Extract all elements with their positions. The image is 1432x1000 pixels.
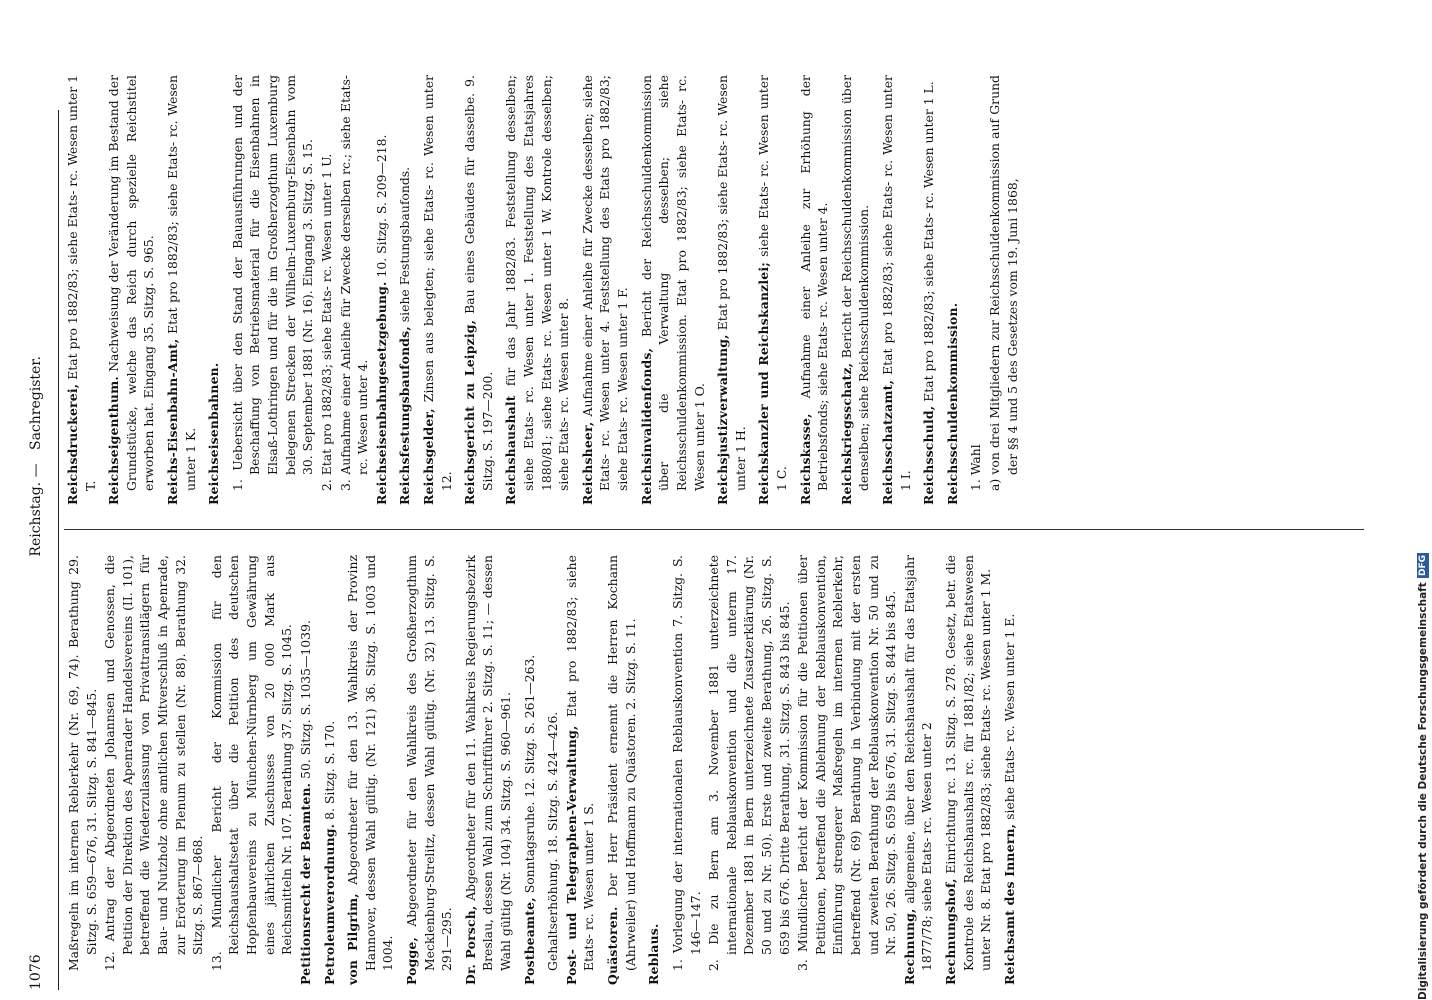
entry-heading: Reichsdruckerei, xyxy=(65,383,80,505)
index-entry xyxy=(794,555,900,985)
index-entry xyxy=(1001,555,1019,985)
index-entry xyxy=(297,555,315,985)
entry-text: siehe Etats- rc. Wesen unter 1 E. xyxy=(1001,613,1017,820)
entry-heading: Petroleumverordnung. xyxy=(321,823,337,985)
header-rule xyxy=(58,110,59,990)
entry-text: Abgeordneter für den 13. Wahlkreis der Provinz Hannover, dessen Wahl gültig. (Nr. 121) 36. Sitzg. S. 1003 und 1004. xyxy=(345,555,396,971)
entry-heading: Reichsschuldenkommission. xyxy=(944,302,960,505)
column-separator xyxy=(64,529,1364,530)
entry-heading: Reichsjustizverwaltung, xyxy=(715,334,731,505)
running-title: Reichstag. — xyxy=(28,463,44,557)
index-entry xyxy=(101,555,207,985)
index-entry xyxy=(944,75,962,505)
entry-heading: Reichsschatzamt, xyxy=(879,379,895,505)
entry-text: 1. Wahl xyxy=(968,444,984,491)
index-entry xyxy=(462,555,515,985)
entry-heading: Reichsinvalidenfonds, xyxy=(638,347,654,505)
entry-heading: Reichs-Eisenbahn-Amt, xyxy=(165,338,181,505)
page-number: 1076 xyxy=(28,954,44,990)
entry-heading: Reichskanzler und Reichskanzlei; xyxy=(756,261,772,505)
index-entry xyxy=(105,75,158,505)
entry-text: Zinsen aus belegten; siehe Etats- rc. Wesen unter 12. xyxy=(420,75,454,491)
entry-text: Bericht der Reichsschuldenkommission über denselben; siehe Reichsschuldenkommission. xyxy=(838,75,872,491)
entry-text: 13. Mündlicher Bericht der Kommission für den Reichshaushaltsetat über die Petition des deutschen Hopfenbauvereins zu München-Nürnberg um Gewährung eines jährlichen Zuschusses von 20 000 Mark aus Reichsmitteln Nr. 107. Berathung 37. Sitzg. S. 1045. xyxy=(208,555,295,971)
entry-heading: Post- und Telegraphen-Verwaltung, xyxy=(563,725,579,985)
entry-text: Abgeordneter für den 11. Wahlkreis Regierungsbezirk Breslau, dessen Wahl zum Schriftführer 2. Sitzg. S. 11; — dessen Wahl gültig (Nr. 104) 34. Sitzg. S. 960—961. xyxy=(462,555,514,971)
index-entry xyxy=(337,75,372,505)
entry-text: allgemeine, über den Reichshaushalt für das Etatsjahr 1877/78; siehe Etats- rc. Wesen unter 2 xyxy=(901,555,935,971)
entry-text: Gehaltserhöhung. 18. Sitzg. S. 424—426. xyxy=(545,711,561,971)
entry-heading: Reichseisenbahnen. xyxy=(206,362,222,505)
entry-text: Etat pro 1882/83; siehe Etats- rc. Wesen unter 1 H. xyxy=(715,75,748,491)
dfg-watermark xyxy=(1414,40,1432,1000)
entry-text: 3. Mündlicher Bericht der Kommission für die Petitionen über Petitionen, betreffend die Ablehnung der Reblauskonvention, Einführung strengerer Maßregeln im internen Reblerkehr, betreffend (Nr. 69) Berathung in Verbindung mit der ersten und zweiten Berathung der Reblauskonvention Nr. 50 und zu Nr. 50, 26. Sitzg. S. 659 bis 676, 31. Sitzg. S. 844 bis 845. xyxy=(795,555,899,971)
index-entry xyxy=(229,75,317,505)
entry-text: Etat pro 1882/83; siehe Etats- rc. Wesen unter 1 S. xyxy=(563,555,597,971)
entry-text: 1. Vorlegung der internationalen Reblauskonvention 7. Sitzg. S. 146—147. xyxy=(669,555,703,971)
index-entry xyxy=(669,555,704,985)
entry-heading: Reichsfestungsbaufonds, xyxy=(397,326,413,505)
page-header xyxy=(28,30,54,990)
entry-heading: Rechnung, xyxy=(901,908,917,985)
index-entry xyxy=(901,555,936,985)
entry-text: Aufnahme einer Anleihe zur Erhöhung der Betriebsfonds; siehe Etats- rc. Wesen unter 4. xyxy=(797,75,831,491)
index-entry xyxy=(638,75,708,505)
index-entry xyxy=(321,555,339,985)
index-entry xyxy=(797,75,832,505)
entry-text: Sonntagsruhe. 12. Sitzg. S. 261—263. xyxy=(521,654,537,894)
entry-text: 10. Sitzg. S. 209—218. xyxy=(373,134,389,278)
entry-text: Bericht der Reichsschuldenkommission über die Verwaltung desselben; siehe Reichsschuldenkommission. Etat pro 1882/83; siehe Etats- rc. Wesen unter 1 O. xyxy=(638,75,707,491)
entry-heading: Reichsgelder, xyxy=(420,408,436,505)
entry-text: 8. Sitzg. S. 170. xyxy=(321,720,337,820)
entry-text: Etat pro 1882/83; siehe Etats- rc. Wesen unter 1 K. xyxy=(165,75,198,491)
index-entry xyxy=(420,75,455,505)
entry-heading: von Pilgrim, xyxy=(345,893,361,985)
index-entry xyxy=(396,75,414,505)
dfg-watermark-text: Digitalisierung gefördert durch die Deutsche Forschungsgemeinschaft xyxy=(1417,582,1429,1000)
index-entry xyxy=(502,75,572,505)
entry-text: 50. Sitzg. S. 1035—1039. xyxy=(297,620,313,779)
entry-heading: Reichsamt des Innern, xyxy=(1001,823,1017,985)
index-entry xyxy=(403,555,456,985)
right-column xyxy=(64,75,1022,505)
entry-heading: Pogge, xyxy=(403,937,419,985)
entry-text: Abgeordneter für den Wahlkreis des Großherzogthum Mecklenburg-Strelitz, dessen Wahl gültig. (Nr. 32) 13. Sitzg. S. 291—295. xyxy=(403,555,455,971)
left-column xyxy=(64,555,1024,985)
index-entry xyxy=(64,75,99,505)
entry-text: 2. Die zu Bern am 3. November 1881 unterzeichnete internationale Reblauskonvention und die unterm 17. Dezember 1881 in Bern unterzeichnete Zusatzerklärung (Nr. 50 und zu Nr. 50). Erste und zweite Berathung, 26. Sitzg. S. 659 bis 676. Dritte Berathung, 31. Sitzg. S. 843 bis 845. xyxy=(706,555,792,971)
entry-text: Etat pro 1882/83; siehe Etats- rc. Wesen unter 1 I. xyxy=(879,75,913,491)
entry-heading: Reichskriegsschatz, xyxy=(838,362,854,505)
entry-heading: Rechnungshof, xyxy=(943,878,959,985)
entry-heading: Reichsgericht zu Leipzig, xyxy=(462,319,478,505)
index-entry xyxy=(521,555,539,985)
entry-text: Nachweisung der Veränderung im Bestand der Grundstücke, welche das Reich durch spezielle Reichstitel erworben hat. Eingang 35. Sitzg. S. 965. xyxy=(106,75,157,491)
index-entry xyxy=(208,555,296,985)
entry-heading: Dr. Porsch, xyxy=(462,905,478,985)
index-entry xyxy=(373,75,391,505)
index-entry xyxy=(604,555,639,985)
index-entry xyxy=(318,75,336,505)
entry-heading: Reichsheer, xyxy=(579,421,595,505)
entry-heading: Reichskasse, xyxy=(797,413,813,505)
entry-heading: Reichseisenbahngesetzgebung. xyxy=(373,281,389,505)
index-entry xyxy=(65,555,100,985)
entry-text: Bau eines Gebäudes für dasselbe. 9. Sitzg. S. 197—200. xyxy=(462,75,495,491)
entry-text: siehe Etats- rc. Wesen unter 1 C. xyxy=(756,75,789,491)
dfg-logo: DFG xyxy=(1418,555,1428,577)
index-entry xyxy=(164,75,199,505)
entry-text: 12. Antrag der Abgeordneten Johannsen und Genossen, die Petition der Direktion des Apenrader Handelsvereins (II. 101), betreffend die Wiederzulassung von Privattransitlägern für Bau- und Nutzholz ohne amtlichen Mitverschluß in Apenrade, zur Erörterung im Plenum zu stellen (Nr. 88). Berathung 32. Sitzg. S. 867—868. xyxy=(102,555,206,971)
index-entry xyxy=(838,75,873,505)
entry-heading: Petitionsrecht der Beamten. xyxy=(297,782,313,985)
entry-text: 2. Etat pro 1882/83; siehe Etats- rc. Wesen unter 1 U. xyxy=(318,153,334,491)
index-entry xyxy=(942,555,995,985)
index-entry xyxy=(755,75,790,505)
entry-heading: Reichsschuld, xyxy=(921,405,937,505)
entry-heading: Reichshaushalt xyxy=(503,395,519,505)
entry-text: Der Herr Präsident ernennt die Herren Kochann (Ahrweiler) und Hoffmann zu Quästoren. 2. Sitzg. S. 11. xyxy=(605,555,638,971)
entry-heading: Reichseigenthum. xyxy=(106,376,122,505)
entry-text: Etat pro 1882/83; siehe Etats- rc. Wesen unter 1 L. xyxy=(921,81,937,402)
entry-heading: Reblaus. xyxy=(646,923,662,985)
section-title: Sachregister. xyxy=(28,356,44,450)
entry-text: 1. Uebersicht über den Stand der Bauausführungen und der Beschaffung von Betriebsmaterial für die Eisenbahnen in Elsaß-Lothringen und für die im Großherzogthum Luxemburg belegenen Strecken der Wilhelm-Luxemburg-Eisenbahn vom 30. September 1881 (Nr. 16). Eingang 3. Sitzg. S. 15. xyxy=(229,75,316,491)
index-entry xyxy=(579,75,632,505)
entry-text: Aufnahme einer Anleihe für Zwecke desselben; siehe Etats- rc. Wesen unter 4. Feststellung des Etats pro 1882/83; siehe Etats- rc. Wesen unter 1 F. xyxy=(579,75,631,491)
index-entry xyxy=(967,75,985,505)
entry-text: Einrichtung rc. 13. Sitzg. S. 278. Gesetz, betr. die Kontrole des Reichshaushalts rc. für 1881/82; siehe Etatswesen unter Nr. 8. Etat pro 1882/83; siehe Etats- rc. Wesen unter 1 M. xyxy=(943,555,994,971)
index-entry xyxy=(705,555,793,985)
index-entry xyxy=(563,555,598,985)
index-entry xyxy=(986,75,1021,505)
index-entry xyxy=(205,75,223,505)
index-entry xyxy=(461,75,496,505)
index-entry xyxy=(544,555,562,985)
entry-text: siehe Festungsbaufonds. xyxy=(397,166,413,323)
index-entry xyxy=(714,75,749,505)
index-entry xyxy=(645,555,663,985)
entry-heading: Quästoren. xyxy=(605,906,621,985)
entry-heading: Postbeamte, xyxy=(521,897,537,985)
index-entry xyxy=(344,555,397,985)
rotated-page-content xyxy=(0,20,1400,1000)
entry-text: für das Jahr 1882/83. Feststellung desselben; siehe Etats- rc. Wesen unter 1. Feststellung des Etatsjahres 1880/81; siehe Etats- rc. Wesen unter 1 W. Kontrole desselben; siehe Etats- rc. Wesen unter 8. xyxy=(503,75,572,491)
entry-text: Maßregeln im internen Reblerkehr (Nr. 69, 74). Berathung 29. Sitzg. S. 659—676, 31. Sitzg. S. 841—845. xyxy=(66,555,99,971)
entry-text: a) von drei Mitgliedern zur Reichsschuldenkommission auf Grund der §§ 4 und 5 des Gesetzes vom 19. Juni 1868, xyxy=(987,75,1020,491)
index-entry xyxy=(879,75,914,505)
entry-text: Etat pro 1882/83; siehe Etats- rc. Wesen unter 1 T. xyxy=(65,75,98,491)
index-entry xyxy=(920,75,938,505)
entry-text: 3. Aufnahme einer Anleihe für Zwecke derselben rc.; siehe Etats- rc. Wesen unter 4. xyxy=(337,75,371,491)
